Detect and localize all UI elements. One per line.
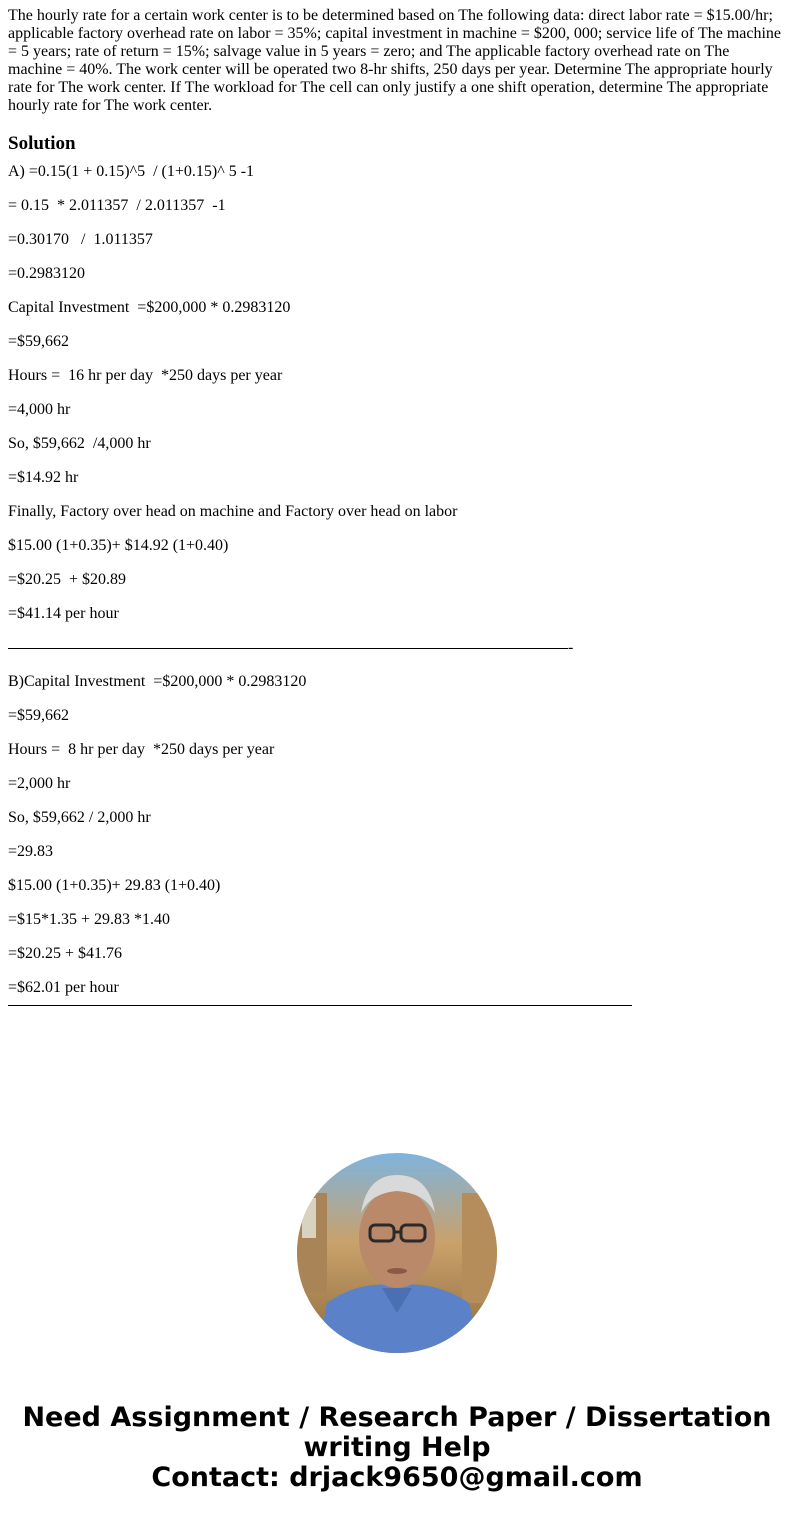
solution-step: Capital Investment =$200,000 * 0.2983120 [8, 299, 291, 316]
avatar [297, 1153, 497, 1353]
solution-step: =$62.01 per hour [8, 979, 119, 996]
bottom-divider-rule [8, 1005, 632, 1006]
document-content [8, 7, 786, 1006]
solution-step: =$59,662 [8, 707, 70, 724]
solution-step: =0.2983120 [8, 265, 86, 282]
solution-step: Finally, Factory over head on machine and Factory over head on labor [8, 503, 458, 520]
solution-step: $15.00 (1+0.35)+ $14.92 (1+0.40) [8, 537, 229, 554]
author-photo [297, 1153, 497, 1353]
solution-step: $15.00 (1+0.35)+ 29.83 (1+0.40) [8, 877, 221, 894]
solution-step: =$20.25 + $20.89 [8, 571, 127, 588]
solution-step: =4,000 hr [8, 401, 71, 418]
solution-step: =$20.25 + $41.76 [8, 945, 123, 962]
divider-dash: - [568, 639, 574, 656]
promo-banner [0, 1403, 794, 1493]
solution-step: =2,000 hr [8, 775, 71, 792]
solution-step: Hours = 8 hr per day *250 days per year [8, 741, 275, 758]
question-text: The hourly rate for a certain work center is to be determined based on The following data: direct labor rate = $15.00/hr; applicable factory overhead rate on labor = 35%; capital investment in machine = $200, 000; service life of The machine = 5 years; rate of return = 15%; salvage value in 5 years = zero; and The applicable factory overhead rate on The machine = 40%. The work center will be operated two 8-hr shifts, 250 days per year. Determine The appropriate hourly rate for The work center. If The workload for The cell can only justify a one shift operation, determine The appropriate hourly rate for The work center. [8, 7, 782, 114]
solution-step: So, $59,662 /4,000 hr [8, 435, 151, 452]
promo-line: Need Assignment / Research Paper / Dissertation [22, 1402, 772, 1433]
solution-step: =0.30170 / 1.011357 [8, 231, 153, 248]
solution-step: =$41.14 per hour [8, 605, 119, 622]
solution-step: A) =0.15(1 + 0.15)^5 / (1+0.15)^ 5 -1 [8, 163, 255, 180]
solution-step: B)Capital Investment =$200,000 * 0.2983120 [8, 673, 307, 690]
contact-email: Contact: drjack9650@gmail.com [151, 1462, 643, 1493]
solution-step: =$15*1.35 + 29.83 *1.40 [8, 911, 171, 928]
part-a-steps [8, 163, 786, 673]
solution-step: = 0.15 * 2.011357 / 2.011357 -1 [8, 197, 226, 214]
part-b-steps [8, 673, 786, 1006]
solution-step: =$59,662 [8, 333, 70, 350]
solution-step: =29.83 [8, 843, 54, 860]
solution-heading: Solution [8, 133, 76, 154]
divider-line [8, 639, 786, 673]
solution-step: So, $59,662 / 2,000 hr [8, 809, 151, 826]
solution-step: =$14.92 hr [8, 469, 79, 486]
solution-step: Hours = 16 hr per day *250 days per year [8, 367, 283, 384]
divider-rule [8, 648, 568, 649]
promo-line: writing Help [303, 1432, 491, 1463]
